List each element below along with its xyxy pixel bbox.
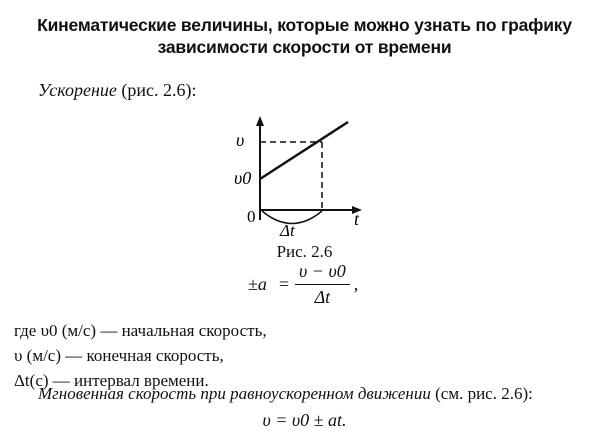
definition-line: где υ0 (м/с) — начальная скорость, bbox=[14, 321, 267, 340]
label-zero: 0 bbox=[247, 207, 256, 226]
formula-lhs: ±a bbox=[248, 273, 267, 294]
figure-caption: Рис. 2.6 bbox=[276, 242, 333, 261]
y-axis-arrow-icon bbox=[256, 116, 264, 126]
page-title bbox=[0, 14, 609, 58]
acceleration-heading bbox=[38, 80, 197, 101]
title-line-1: Кинематические величины, которые можно узнать по графику bbox=[37, 15, 572, 35]
acceleration-formula bbox=[248, 258, 358, 310]
definitions-list bbox=[14, 318, 267, 393]
velocity-time-graph bbox=[230, 110, 370, 240]
formula-fraction bbox=[295, 261, 350, 308]
velocity-line bbox=[260, 122, 348, 179]
final-formula: υ = υ0 ± at. bbox=[262, 410, 347, 430]
formula-denominator: Δt bbox=[314, 286, 331, 307]
formula-numerator: υ − υ0 bbox=[295, 261, 350, 285]
label-t: t bbox=[354, 209, 360, 229]
definition-line: υ (м/с) — конечная скорость, bbox=[14, 346, 224, 365]
acceleration-ref: (рис. 2.6): bbox=[116, 80, 197, 100]
label-v0: υ0 bbox=[234, 168, 252, 188]
label-delta-t: Δt bbox=[280, 221, 295, 240]
label-v: υ bbox=[236, 130, 245, 150]
title-line-2: зависимости скорости от времени bbox=[157, 37, 452, 57]
acceleration-term: Ускорение bbox=[38, 80, 117, 100]
formula-equals: = bbox=[278, 273, 290, 294]
formula-comma: , bbox=[353, 273, 359, 294]
instant-velocity-heading bbox=[38, 384, 533, 404]
definition-line: Δt(с) — интервал времени. bbox=[14, 371, 209, 390]
instant-velocity-ref: (см. рис. 2.6): bbox=[430, 384, 533, 403]
instant-velocity-term: Мгновенная скорость при равноускоренном движении bbox=[38, 384, 431, 403]
